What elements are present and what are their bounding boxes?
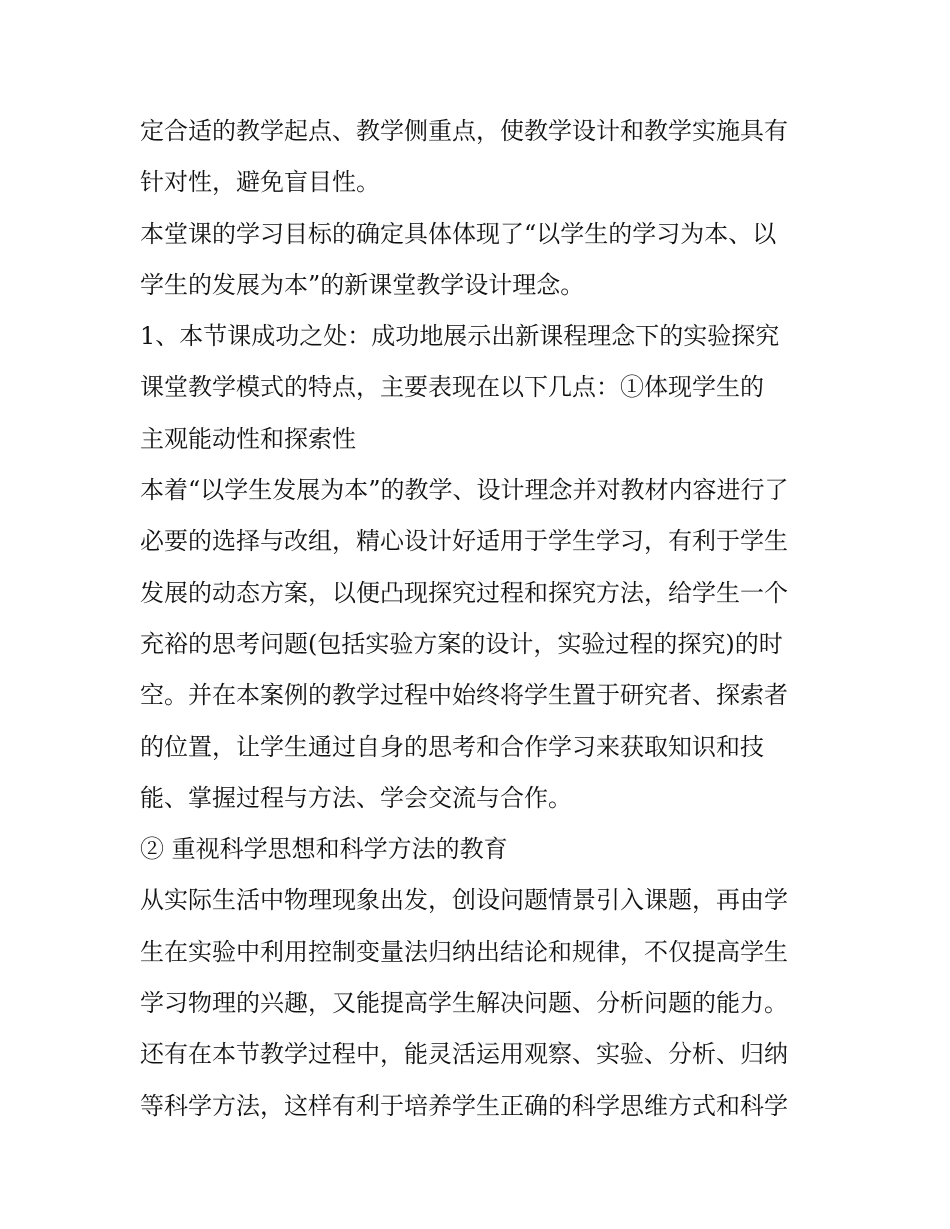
text-line: 主观能动性和探索性 (140, 424, 356, 453)
text-line: 定合适的教学起点、教学侧重点，使教学设计和教学实施具有 (140, 117, 788, 145)
text-line: 生在实验中利用控制变量法归纳出结论和规律，不仅提高学生 (140, 937, 788, 966)
text-line: 等科学方法，这样有利于培养学生正确的科学思维方式和科学 (140, 1091, 788, 1120)
text-line: 还有在本节教学过程中，能灵活运用观察、实验、分析、归纳 (140, 1040, 788, 1069)
text-line: 必要的选择与改组，精心设计好适用于学生学习，有利于学生 (140, 527, 788, 556)
text-line: ② 重视科学思想和科学方法的教育 (140, 835, 508, 864)
text-line: 课堂教学模式的特点，主要表现在以下几点：①体现学生的 (140, 373, 764, 402)
text-line: 能、掌握过程与方法、学会交流与合作。 (140, 783, 572, 812)
text-line: 本着“以学生发展为本”的教学、设计理念并对教材内容进行了 (140, 476, 789, 505)
text-line: 空。并在本案例的教学过程中始终将学生置于研究者、探索者 (140, 681, 788, 710)
text-line: 发展的动态方案，以便凸现探究过程和探究方法，给学生一个 (140, 578, 788, 607)
text-line: 针对性，避免盲目性。 (140, 168, 380, 197)
text-line: 从实际生活中物理现象出发，创设问题情景引入课题，再由学 (140, 886, 788, 915)
text-line: 的位置，让学生通过自身的思考和合作学习来获取知识和技 (140, 732, 764, 761)
text-line: 充裕的思考问题(包括实验方案的设计，实验过程的探究)的时 (140, 629, 783, 658)
text-line: 1、本节课成功之处：成功地展示出新课程理念下的实验探究 (140, 322, 780, 351)
text-line: 本堂课的学习目标的确定具体体现了“以学生的学习为本、以 (140, 219, 777, 248)
text-line: 学习物理的兴趣，又能提高学生解决问题、分析问题的能力。 (140, 989, 788, 1018)
text-line: 学生的发展为本”的新课堂教学设计理念。 (140, 270, 585, 299)
document-body (140, 106, 840, 1132)
